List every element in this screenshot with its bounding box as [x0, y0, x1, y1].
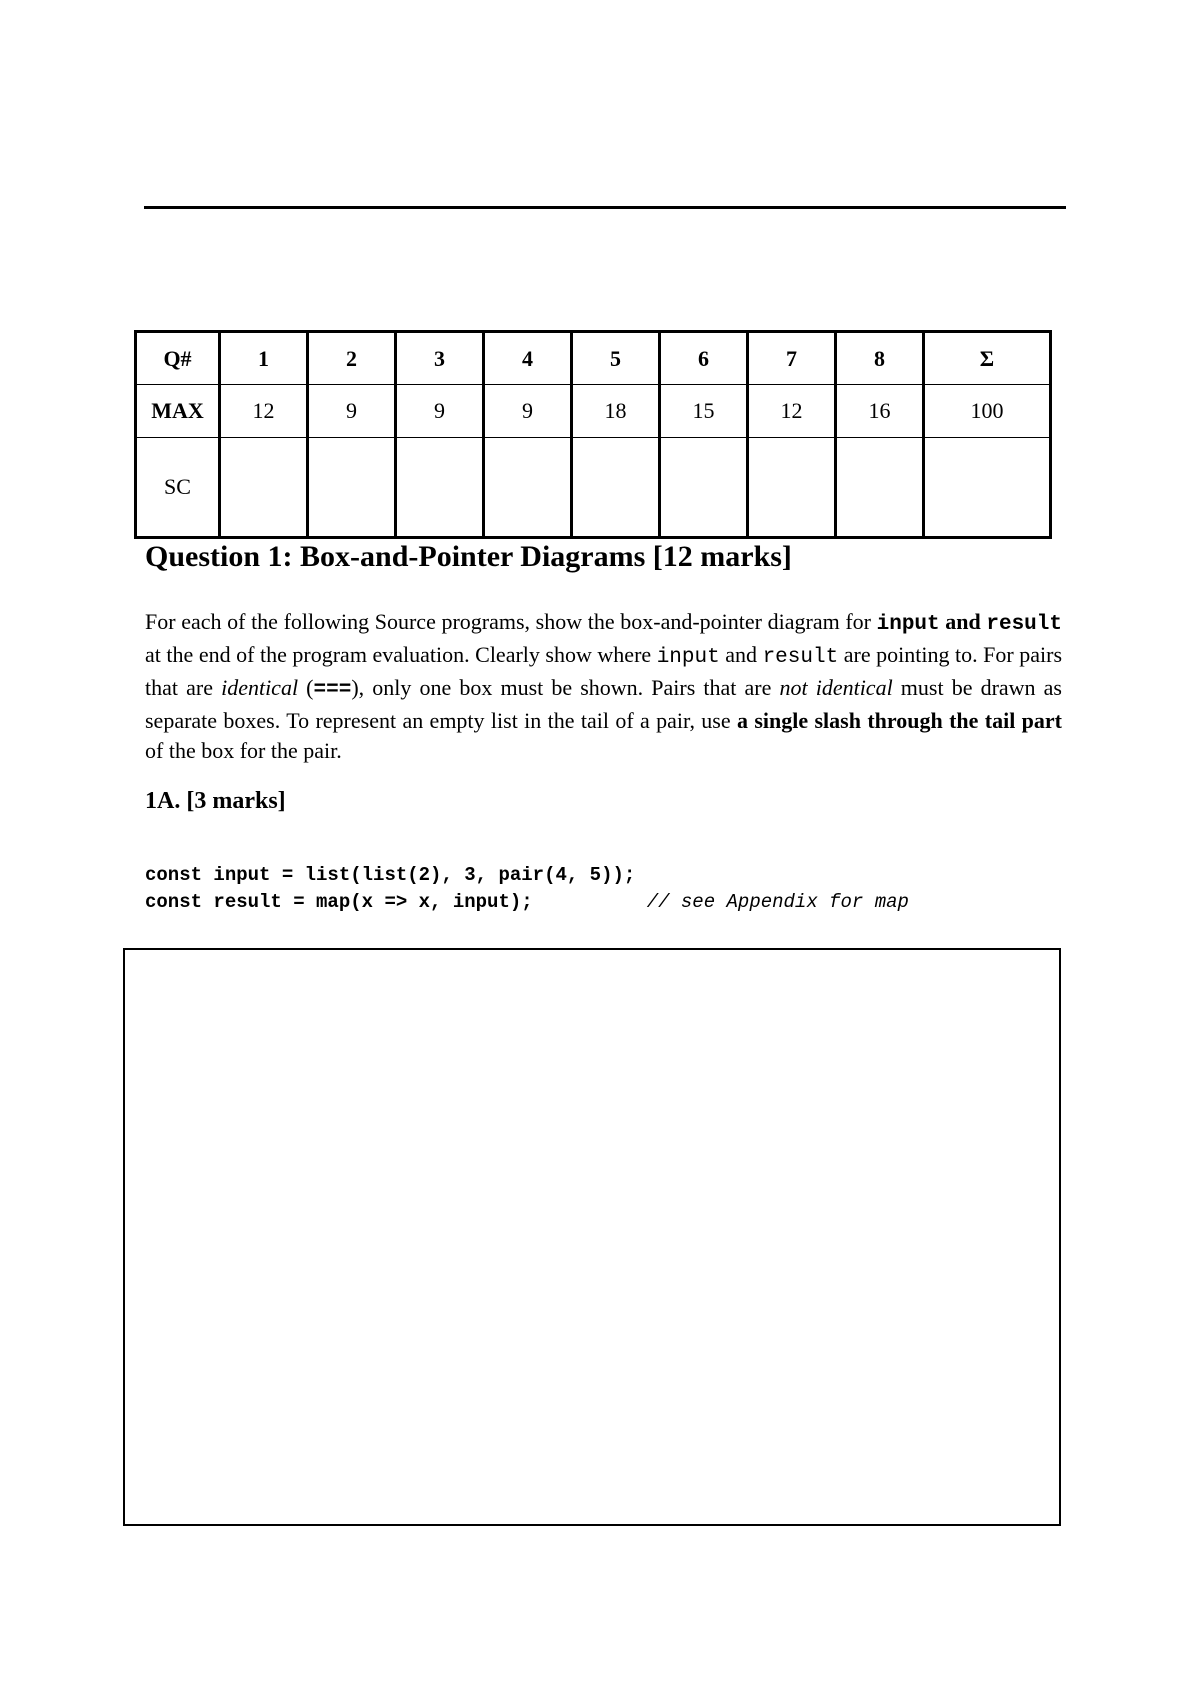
score-table-score-total: [924, 438, 1051, 538]
instructions-text: at the end of the program evaluation. Clearly show where: [145, 642, 657, 667]
question-title: Question 1: Box-and-Pointer Diagrams [12 marks]: [145, 540, 792, 573]
instructions-text: of the box for the pair.: [145, 738, 342, 763]
instructions-emphasis: not identical: [779, 675, 893, 700]
score-table-max-cell: 18: [572, 385, 660, 438]
code-line: const input = list(list(2), 3, pair(4, 5));: [145, 864, 636, 886]
score-table-score-cell: [396, 438, 484, 538]
score-table-max-total: 100: [924, 385, 1051, 438]
score-table-total-header: Σ: [924, 332, 1051, 385]
score-table-score-row: [136, 438, 1051, 538]
score-table-max-cell: 12: [220, 385, 308, 438]
score-table-max-cell: 12: [748, 385, 836, 438]
code-comment: // see Appendix for map: [646, 891, 909, 913]
question-instructions: [145, 607, 1062, 766]
instructions-code-input: input: [876, 613, 940, 636]
score-table-q-cell: 6: [660, 332, 748, 385]
code-line: [145, 889, 909, 916]
instructions-emphasis: identical: [221, 675, 299, 700]
code-block: [145, 862, 909, 916]
score-table: [134, 330, 1052, 539]
score-table-max-row: [136, 385, 1051, 438]
score-table-q-cell: 3: [396, 332, 484, 385]
score-table-score-cell: [836, 438, 924, 538]
header-rule: [144, 206, 1066, 209]
score-table-max-cell: 9: [308, 385, 396, 438]
instructions-text: must be drawn as separate boxes. To represent an empty list in the tail of a pair, use: [145, 675, 1062, 733]
score-table-max-cell: 15: [660, 385, 748, 438]
part-1a-title: 1A. [3 marks]: [145, 788, 286, 814]
score-table-score-cell: [308, 438, 396, 538]
score-table-q-cell: 7: [748, 332, 836, 385]
score-table-q-cell: 8: [836, 332, 924, 385]
score-table-score-cell: [220, 438, 308, 538]
score-table-question-row: [136, 332, 1051, 385]
score-table-max-cell: 16: [836, 385, 924, 438]
instructions-code-input: input: [656, 646, 720, 669]
answer-box[interactable]: [123, 948, 1061, 1526]
instructions-text-bold: and: [939, 609, 987, 634]
instructions-text: are pointing to. For pairs that are: [145, 642, 1063, 700]
score-table-max-label: MAX: [136, 385, 220, 438]
score-table-score-cell: [660, 438, 748, 538]
score-table-q-cell: 2: [308, 332, 396, 385]
score-table-score-cell: [484, 438, 572, 538]
instructions-text: (: [298, 675, 314, 700]
score-table-max-cell: 9: [484, 385, 572, 438]
score-table-q-cell: 1: [220, 332, 308, 385]
score-table-q-cell: 4: [484, 332, 572, 385]
instructions-code-result: result: [986, 613, 1062, 636]
score-table-max-cell: 9: [396, 385, 484, 438]
score-table-score-cell: [748, 438, 836, 538]
instructions-text: ), only one box must be shown. Pairs that are: [351, 675, 780, 700]
code-text: const result = map(x => x, input);: [145, 891, 533, 913]
instructions-code-operator: ===: [313, 679, 352, 702]
instructions-text: For each of the following Source programs, show the box-and-pointer diagram for: [145, 609, 877, 634]
score-table-score-cell: [572, 438, 660, 538]
instructions-bold: a single slash through the tail part: [737, 708, 1063, 733]
instructions-text: and: [719, 642, 763, 667]
score-table-score-label: SC: [136, 438, 220, 538]
score-table-header-label: Q#: [136, 332, 220, 385]
score-table-q-cell: 5: [572, 332, 660, 385]
instructions-code-result: result: [762, 646, 839, 669]
